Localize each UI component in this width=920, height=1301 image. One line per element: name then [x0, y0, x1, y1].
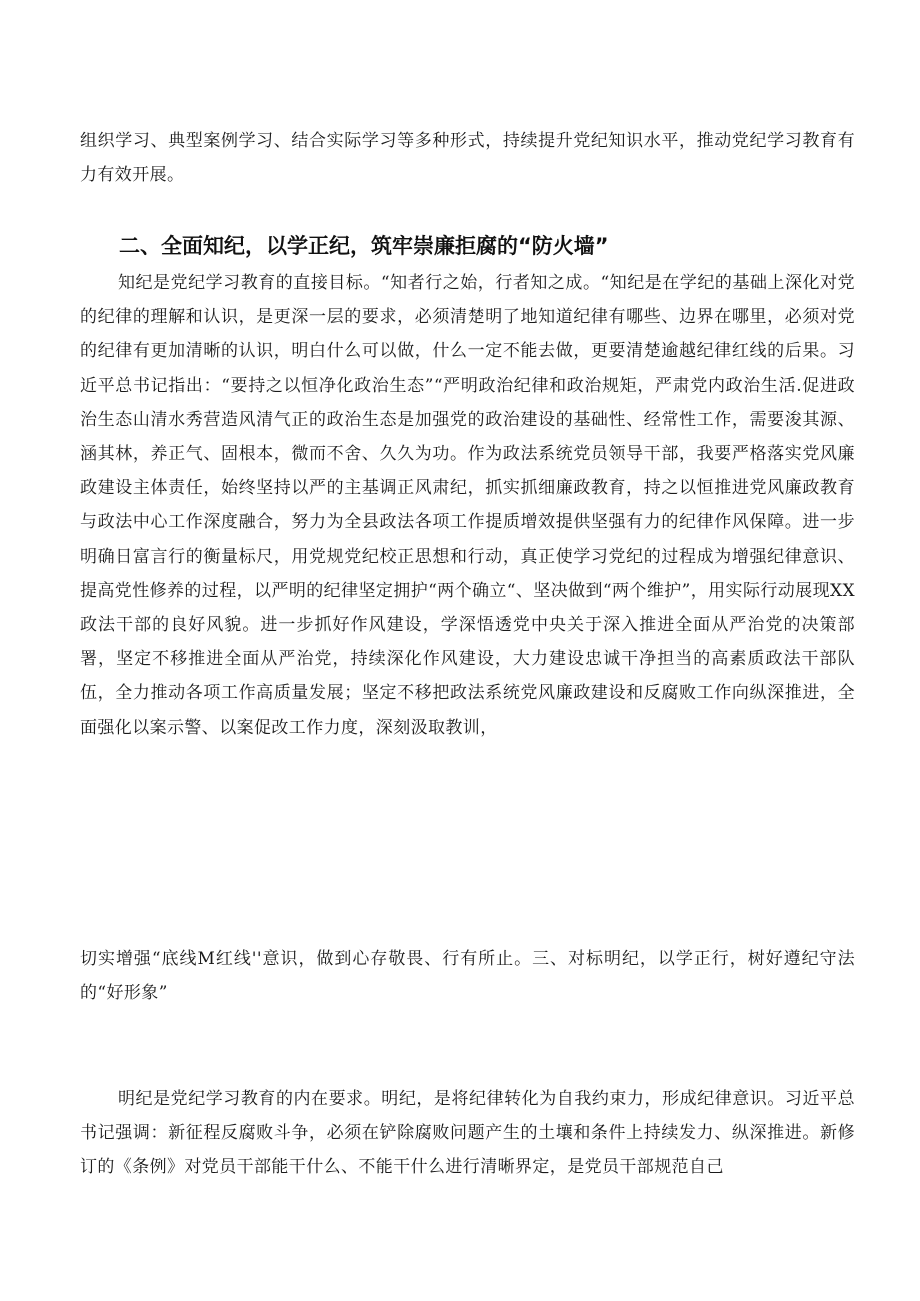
paragraph-bottom-line: 切实增强“底线M红线''意识，做到心存敬畏、行有所止。三、对标明纪，以学正行，树好遵纪守法的“好形象”: [80, 949, 855, 1004]
paragraph-knowing-discipline: 知纪是党纪学习教育的直接目标。“知者行之始，行者知之成。“知纪是在学纪的基础上深化对党的纪律的理解和认识，是更深一层的要求，必须清楚明了地知道纪律有哪些、边界在哪里，必须对党的纪律有更加清晰的认识，明白什么可以做，什么一定不能去做，更要清楚逾越纪律红线的后果。习近平总书记指出：“要持之以恒净化政治生态”“严明政治纪律和政治规矩，严肃党内政治生活.促进政治生态山清水秀营造风清气正的政治生态是加强党的政治建设的基础性、经常性工作，需要浚其源、涵其林，养正气、固根本，微而不舍、久久为功。作为政法系统党员领导干部，我要严格落实党风廉政建设主体责任，始终坚持以严的主基调正风肃纪，抓实抓细廉政教育，持之以恒推进党风廉政教育与政法中心工作深度融合，努力为全县政法各项工作提质增效提供坚强有力的纪律作风保障。进一步明确日富言行的衡量标尺，用党规党纪校正思想和行动，真正使学习党纪的过程成为增强纪律意识、提高党性修养的过程，以严明的纪律坚定拥护“两个确立“、坚决做到“两个维护”，用实际行动展现XX政法干部的良好风貌。进一步抓好作风建设，学深悟透党中央关于深入推进全面从严治党的决策部署，坚定不移推进全面从严治党，持续深化作风建设，大力建设忠诚干净担当的高素质政法干部队伍，全力推动各项工作高质量发展；坚定不移把政法系统党风廉政建设和反腐败工作向纵深推进，全面强化以案示警、以案促改工作力度，深刻汲取教训，: [80, 273, 855, 738]
paragraph-clarifying-discipline: 明纪是党纪学习教育的内在要求。明纪，是将纪律转化为自我约束力，形成纪律意识。习近平总书记强调：新征程反腐败斗争，必须在铲除腐败问题产生的土壤和条件上持续发力、纵深推进。新修订的《条例》对党员干部能干什么、不能干什么进行清晰界定，是党员干部规范自己: [80, 1089, 855, 1178]
section-heading-2: 二、全面知纪，以学正纪，筑牢崇廉拒腐的“防火墙”: [119, 234, 609, 258]
paragraph-study-forms: 组织学习、典型案例学习、结合实际学习等多种形式，持续提升党纪知识水平，推动党纪学习教育有力有效开展。: [80, 131, 855, 186]
